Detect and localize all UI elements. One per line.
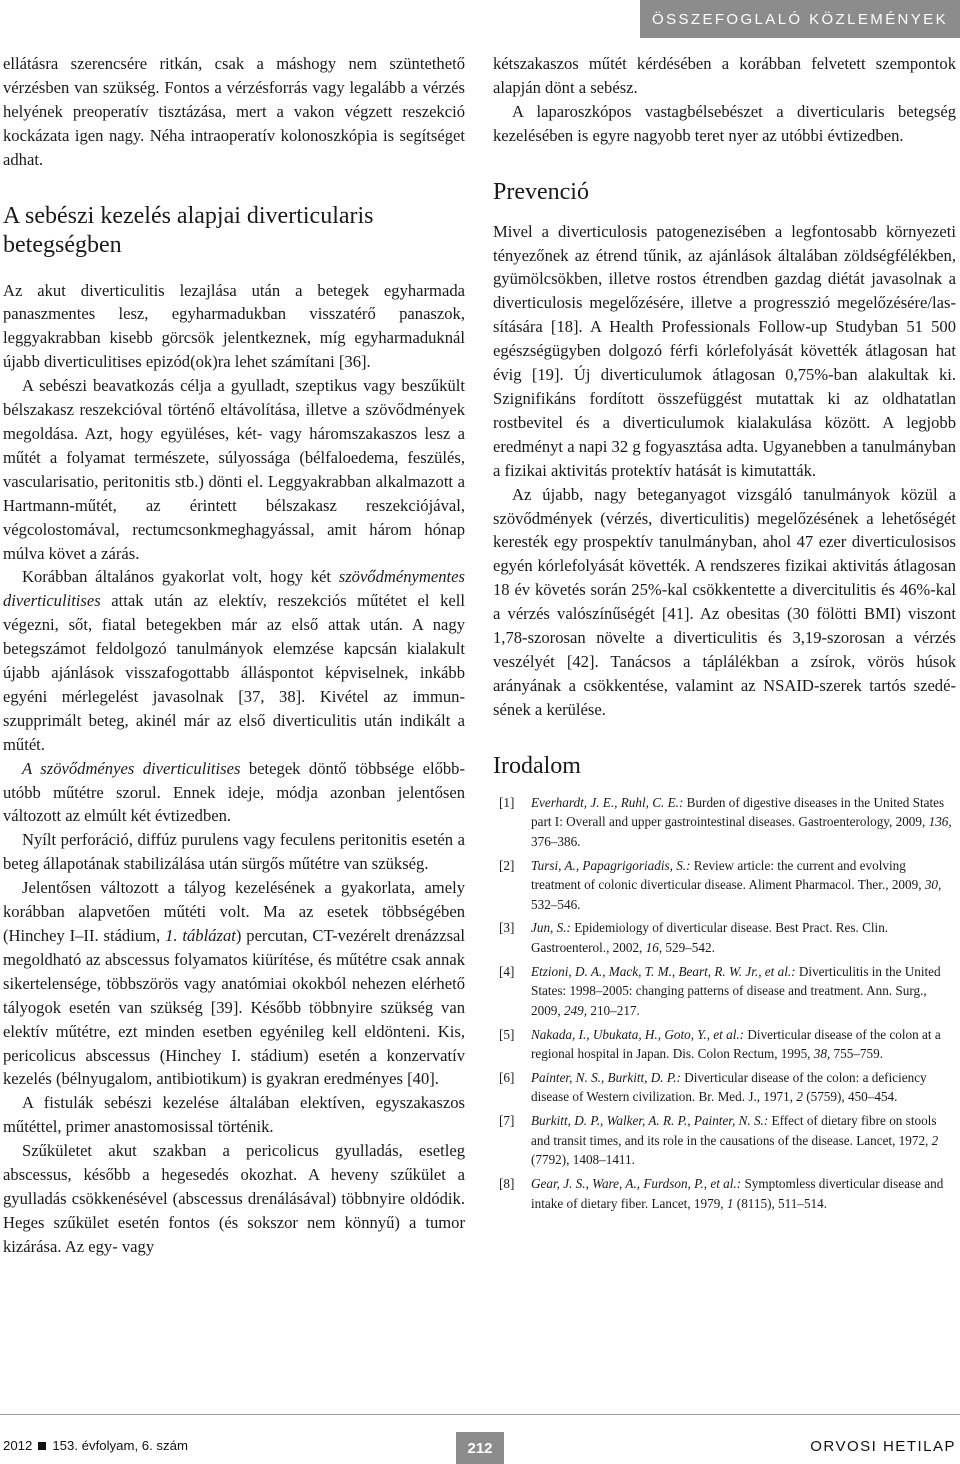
paragraph: Az akut diverticulitis lezajlása után a betegek egyharmada panaszmentes lesz, egyharmadukban visszatérő panaszok, leggyakrabban kisebb görcsök jelentkeznek, míg egyharmaduknál újabb diverticulitises epizód(ok)ra lehet számítani [36]. — [3, 280, 465, 372]
square-bullet-icon — [38, 1442, 46, 1450]
paragraph: Az újabb, nagy beteganyagot vizsgáló tanulmányok közül a szövődmények (vérzés, diverticulitis) megelőzésének a lehetőségét keresték egy prospektív tanulmányban, ahol 47 ezer diverticulosisos egyén kórlefolyását követték. A rendszeres fizikai aktivitás átlagosan 18 év követés során 25%-kal csökkentette a divercitulitis és 46%-kal a vérzés valószínűségét [41]. Az obesitas (30 fölötti BMI) viszont 1,78-szorosan növelte a diverticulitis és 3,19-szorosan a vérzés veszélyét [42]. Tanácsos a táplálékban a zsírok, vörös húsok arányának a csökkentése, valamint az NSAID-szerek tartós szedésének a kerülése. — [493, 484, 956, 719]
running-header — [0, 0, 960, 38]
reference-text: Diverticulitis in the United States: 1998–2005: changing patterns of disease and treatment. Ann. Surg., 2009, — [531, 963, 941, 1018]
section-heading-references: Irodalom — [493, 752, 581, 779]
reference-number: [8] — [499, 1176, 515, 1191]
reference-item — [493, 793, 956, 852]
reference-item — [493, 962, 956, 1021]
paragraph: Nyílt perforáció, diffúz purulens vagy feculens peritonitis esetén a beteg állapotának stabilizálása után sürgős műtétre van szükség. — [3, 830, 465, 874]
reference-number: [6] — [499, 1069, 515, 1085]
reference-text: Diverticular disease of the colon at a regional hospital in Japan. Dis. Colon Rectum, 1995, — [531, 1026, 941, 1062]
reference-pages: 210–217. — [587, 1002, 640, 1018]
reference-volume: 2 — [931, 1132, 939, 1148]
reference-number: [7] — [499, 1113, 515, 1129]
paragraph: A fistulák sebészi kezelése általában elektíven, egyszakaszos műtéttel, primer anastomosissal történik. — [3, 1093, 465, 1137]
reference-volume: 249, — [563, 1002, 588, 1018]
reference-item — [493, 856, 956, 915]
reference-pages: 755–759. — [830, 1046, 883, 1062]
intro-paragraph: ellátásra szerencsére ritkán, csak a máshogy nem szüntethető vérzésben van szükség. Fontos a vérzésforrás vagy legalább a vérzés helyének preoperatív tisztázása, mert a vakon végzett reszekció kockázata igen nagy. Néha intraoperatív kolonoszkópia is segítséget adhat. — [3, 54, 465, 169]
paragraph: Szűkületet akut szakban a pericolicus gyulladás, esetleg abscessus, később a hegesedés okozhat. A heveny szűkület a gyulladás csökkenésével (abscessus drenálásával) többnyire oldódik. Heges szűkület esetén fontos (és sokszor nem könnyű) a tumor kizárása. Az egy- vagy — [3, 1141, 465, 1256]
left-column — [3, 52, 465, 1259]
page-number: 212 — [456, 1432, 504, 1464]
paragraph: A sebészi beavatkozás célja a gyulladt, szeptikus vagy beszűkült bélszakasz reszekcióval történő eltávolítása, illetve a szövődmények megoldása. Azt, hogy együléses, két- vagy háromszakaszos lesz a műtét a folyamat természete, súlyossága (bélfaloedema, feszülés, vascularisatio, peritonitis stb.) dönti el. Leggyakrabban alkalmazott a Hartmann-műtét, az érintett bélszakasz reszekciójával, végcolostomával, rectumcsonkmeghagyással, amit három hónap múlva követ a zárás. — [3, 376, 465, 563]
reference-volume: 16, — [645, 940, 663, 955]
reference-number: [1] — [499, 794, 515, 810]
reference-authors: Painter, N. S., Burkitt, D. P.: — [531, 1069, 681, 1085]
reference-text: Effect of dietary fibre on stools and transit times, and its role in the causations of the disease. Lancet, 1972, — [531, 1113, 937, 1148]
journal-title: ORVOSI HETILAP — [810, 1438, 956, 1455]
reference-item — [493, 1068, 956, 1107]
section-heading-surgery: A sebészi kezelés alapjai diverticularis betegségben — [3, 202, 374, 258]
reference-authors: Gear, J. S., Ware, A., Furdson, P., et al.: — [531, 1176, 742, 1191]
section-label: ÖSSZEFOGLALÓ KÖZLEMÉNYEK — [640, 0, 960, 38]
reference-authors: Tursi, A., Papagrigoriadis, S.: — [531, 857, 691, 873]
reference-volume: 30, — [924, 877, 942, 893]
reference-text: Review article: the current and evolving treatment of colonic diverticular disease. Aliment Pharmacol. Ther., 2009, — [531, 857, 925, 893]
paragraph: kétszakaszos műtét kérdésében a korábban felvetett szempontok alapján dönt a sebész. — [493, 54, 956, 97]
paragraph: Mivel a diverticulosis patogenezisében a legfontosabb környezeti tényezőnek az étrend tűnik, az ajánlások általában zöldségfélékben, gyümölcsökben, illetve rostos étrendben gazdag diétát javasolnak a diverticulosis megelőzésére, illetve a progresszió megelőzésére/lassítására [18]. A Health Professionals Follow-up Studyban 51 500 egészségügyben dolgozó férfi kórlefolyását követték átlagosan hat évig [19]. Új diverticulumok átlagosan 0,75%-ban alakultak ki. Szignifikáns fordított összefüggést mutattak ki az oldhatatlan rostbevitel és a diverticulumok kialakulása között. A legjobb eredményt a napi 32 g fogyasztása adta. Ugyanebben a tanulmányban a fizikai aktivitás protektív hatását is kimutatták. — [493, 221, 956, 480]
reference-authors: Jun, S.: — [531, 920, 571, 936]
reference-number: [5] — [499, 1026, 515, 1042]
reference-pages: 376–386. — [531, 833, 581, 849]
reference-authors: Everhardt, J. E., Ruhl, C. E.: — [531, 794, 684, 810]
section-heading-prevention: Prevenció — [493, 178, 589, 205]
reference-item — [493, 1174, 956, 1213]
issue-info — [3, 1438, 188, 1453]
reference-pages: 529–542. — [662, 940, 715, 955]
paragraph: Korábban általános gyakorlat volt, hogy két szövődménymentes diverticulitises attak után az elektív, reszekciós műtétet el kell végezni, sőt, fiatal betegekben már az első attak után. A nagy betegszámot feldolgozó tanulmányok elemzése kapcsán kialakult újabb ajánlások visszafogottabb álláspontot képviselnek, inkább egyéni mérlegelést javasolnak [37, 38]. Kivétel az immunszupprimált beteg, akinél már az első diverticulitis után indikált a műtét. — [3, 567, 465, 754]
reference-item — [493, 1111, 956, 1170]
reference-volume: 38, — [813, 1046, 831, 1062]
reference-pages: (5759), 450–454. — [802, 1089, 898, 1105]
volume-issue: 153. évfolyam, 6. szám — [52, 1438, 188, 1453]
reference-authors: Burkitt, D. P., Walker, A. R. P., Painter, N. S.: — [531, 1113, 769, 1129]
reference-pages: (7792), 1408–1411. — [531, 1152, 635, 1168]
paragraph: Jelentősen változott a tályog kezelésének a gyakorlata, amely korábban alapvetően műtéti volt. Ma az esetek többségében (Hinchey I–II. stádium, 1. táblázat) percutan, CT-vezérelt drenázzsal megoldható az abscessus folyamatos kiürítése, és műtétre csak annak sikertelensége, többszörös vagy anatómiai okokból nehezen elérhető tályogok esetén van szükség [39]. Később többnyire szükség van elektív műtétre, ezt minden esetben egyénileg kell eldönteni. Kis, pericolicus abscessus (Hinchey I. stádium) esetén a konzervatív kezelés (bélnyugalom, antibiotikum) is gyakran eredményes [40]. — [3, 878, 466, 1089]
reference-pages: (8115), 511–514. — [733, 1195, 828, 1211]
reference-item — [493, 1025, 956, 1064]
reference-authors: Etzioni, D. A., Mack, T. M., Beart, R. W. Jr., et al.: — [531, 963, 796, 979]
reference-number: [2] — [499, 857, 515, 873]
page-footer — [0, 1414, 960, 1464]
reference-text: Diverticular disease of the colon: a deficiency disease of Western civilization. Br. Med. J., 1971, — [531, 1069, 927, 1105]
reference-text: Symptomless diverticular disease and intake of dietary fiber. Lancet, 1979, — [531, 1176, 944, 1211]
reference-text: Burden of digestive diseases in the United States part I: Overall and upper gastrointestinal diseases. Gastroenterology, 2009, — [531, 794, 945, 830]
reference-volume: 1 — [726, 1195, 734, 1211]
reference-text: Epidemiology of diverticular disease. Best Pract. Res. Clin. Gastroenterol., 2002, — [531, 920, 889, 955]
paragraph: A laparoszkópos vastagbélsebészet a diverticularis betegség kezelésében is egyre nagyobb teret nyer az utóbbi évtizedben. — [493, 101, 956, 145]
reference-pages: 532–546. — [531, 896, 581, 912]
reference-list — [493, 793, 956, 1214]
reference-item — [493, 918, 956, 957]
reference-volume: 2 — [796, 1089, 803, 1105]
reference-number: [4] — [499, 963, 515, 979]
paragraph: A szövődményes diverticulitises betegek döntő többsége előbb-utóbb műtétre szorul. Ennek ideje, módja azonban jelentősen változott az elmúlt két évtizedben. — [3, 758, 465, 826]
year: 2012 — [3, 1438, 33, 1453]
right-column — [493, 52, 956, 1217]
reference-volume: 136, — [928, 814, 952, 830]
reference-authors: Nakada, I., Ubukata, H., Goto, Y., et al.: — [531, 1026, 745, 1042]
reference-number: [3] — [499, 920, 515, 936]
